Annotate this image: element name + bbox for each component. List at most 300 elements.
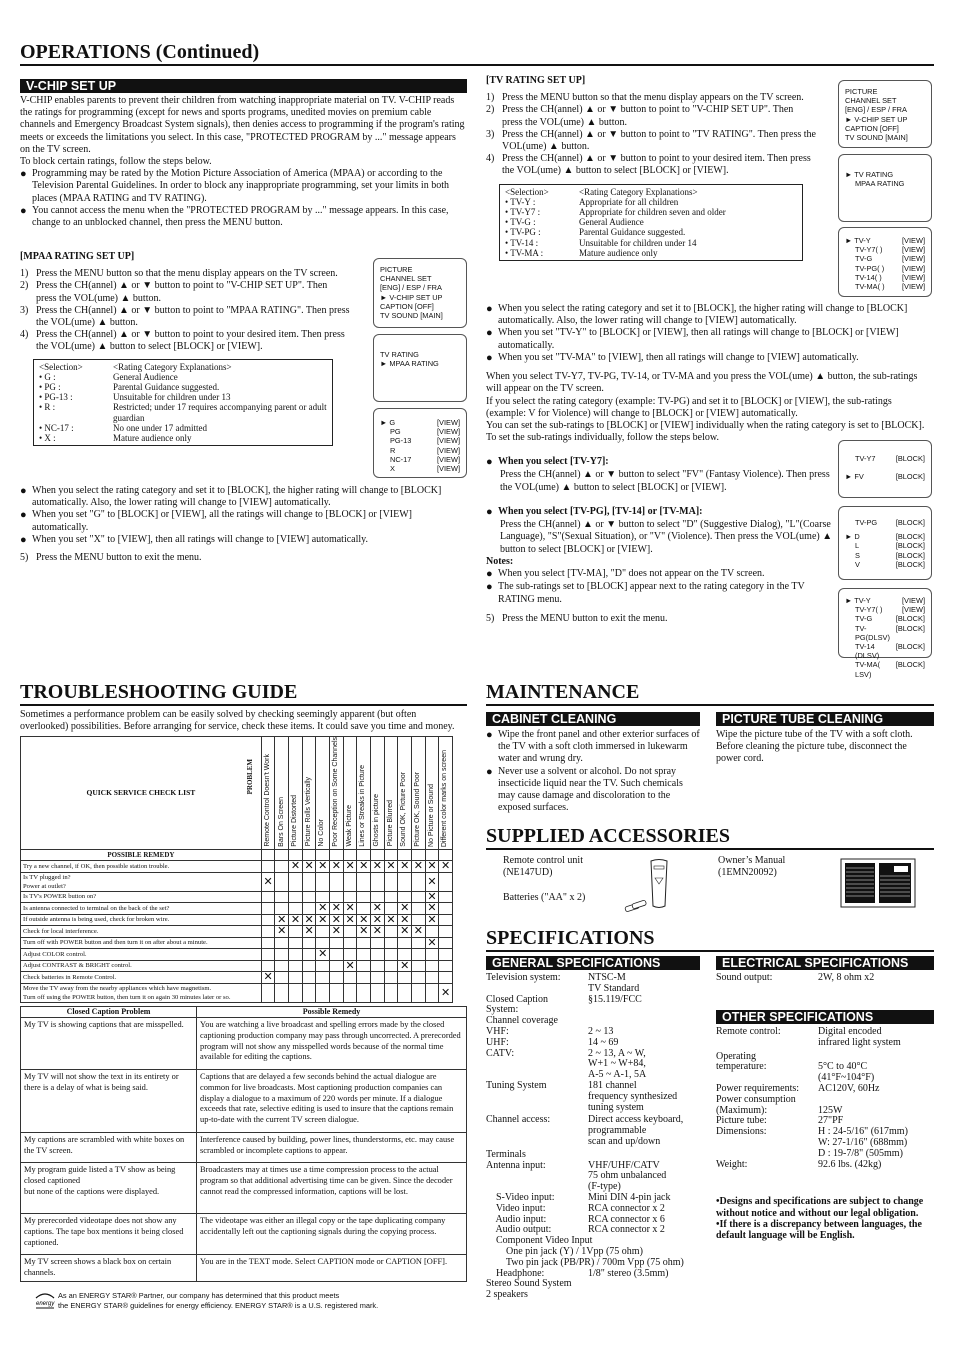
cc-row: My TV is showing captions that are misspelled. You are watching a live broadcast and spelling errors made by the closed captioning production company may pass through uncorrected. A prerecorded program will not show any misspelled words because of the normal time available for editing the captions. (21, 1017, 467, 1069)
vchip-section (20, 79, 467, 229)
mpaa-notes (20, 485, 467, 564)
problem-header: Picture Blurred (386, 800, 394, 847)
tv-para: If you select the rating category (example: TV-PG) and set it to [BLOCK] or [VIEW], the sub-ratings (example: V for Violence) will change to [BLOCK] or [VIEW] automatically. (486, 395, 892, 419)
cc-col-problem: Closed Caption Problem (21, 1007, 197, 1018)
tv-step: 3) Press the CH(annel) ▲ or ▼ button to point to "TV RATING". Then press the VOL(ume) ▲ button. (486, 128, 816, 152)
mpaa-bullet: ● When you set "X" to [VIEW], then all ratings will change to [VIEW] automatically. (20, 533, 369, 546)
check-mark: ✕ (302, 861, 316, 873)
remote-illustration (648, 858, 670, 914)
spec-row: Operating temperature: 5°C to 40°C (41°F~104°F) (716, 1050, 875, 1084)
tv-rating-notes (486, 303, 930, 444)
check-mark (357, 983, 371, 1002)
energy-star-logo (34, 1290, 56, 1310)
check-mark (289, 983, 303, 1002)
mpaa-step: 5) Press the MENU button to exit the menu. (20, 552, 202, 564)
check-mark (439, 891, 453, 903)
batteries-label: Batteries ("AA" x 2) (503, 892, 586, 903)
problem-header: Picture Rolls Vertically (304, 777, 312, 847)
check-mark (261, 983, 275, 1002)
check-mark: ✕ (316, 949, 330, 961)
problem-header: Picture OK, Sound Poor (414, 772, 422, 847)
title-rule (20, 704, 467, 706)
remedy-row (21, 960, 453, 972)
vchip-intro2: To block certain ratings, follow the steps below. (20, 155, 212, 167)
cc-row: My TV will not show the text in its entirety or there is a delay of what is being said. Captions that are delayed a few seconds behind the actual dialogue are common for live broadcasts. Most captioning production companies can display a dialogue to a maximum of 220 words per minute. If a dialogue exceeds that rate, selective editing is used to insure that the captions remain up-to-date with the current TV screen dialogue. (21, 1069, 467, 1132)
tv-step: 2) Press the CH(annel) ▲ or ▼ button to point to "V-CHIP SET UP". Then press the VOL(ume) ▲ button. (486, 104, 794, 128)
check-mark (316, 926, 330, 938)
check-mark (398, 937, 412, 949)
check-mark: ✕ (425, 891, 439, 903)
general-specs (486, 956, 700, 1301)
cc-row: My prerecorded videotape does not show any captions. The tape box mentions it being closed captioned. The videotape was either an illegal copy or the tape duplicating company accidentally left out the captioning signals during the copying process. (21, 1213, 467, 1254)
y7-heading: When you select [TV-Y7]: (498, 456, 609, 467)
check-mark (412, 949, 426, 961)
tv-rating-row: • TV-14 : Unsuitable for children under 14 (505, 237, 697, 248)
check-header-row (21, 737, 453, 850)
check-mark (289, 949, 303, 961)
check-mark (384, 937, 398, 949)
check-mark (425, 960, 439, 972)
remedy-row (21, 891, 453, 903)
problem-header: Sound OK, Picture Poor (400, 772, 408, 847)
check-mark (384, 926, 398, 938)
tv-rating-row: • TV-Y : Appropriate for all children (505, 196, 679, 207)
general-specs-header: GENERAL SPECIFICATIONS (486, 956, 700, 970)
check-mark (261, 960, 275, 972)
check-mark: ✕ (289, 861, 303, 873)
check-mark: ✕ (343, 861, 357, 873)
check-mark: ✕ (412, 861, 426, 873)
check-mark: ✕ (412, 926, 426, 938)
check-mark (412, 914, 426, 926)
tv-rating-table: <Selection> <Rating Category Explanations> • TV-Y : Appropriate for all children • TV-Y7 : Appropriate for children seven and older • TV-G : General Audience • TV-PG : Parental Guidance suggested. • TV-14 : Unsuitable for children under 14 • TV-MA : Mature audience only (499, 184, 803, 261)
check-mark (439, 914, 453, 926)
spec-notes: •Designs and specifications are subject to change without notice and without our legal obligation. •If there is a discrepancy between languages, the default language will be English. (716, 1196, 924, 1241)
osd-mpaa-menu: TV RATING ► MPAA RATING (373, 334, 467, 402)
check-mark (357, 972, 371, 984)
y7-text: Press the CH(annel) ▲ or ▼ button to select "FV" (Fantasy Violence). Then press the VOL(ume) ▲ button to select [BLOCK] or [VIEW]. (500, 469, 830, 493)
subrating-section: ● When you select [TV-Y7]: Press the CH(annel) ▲ or ▼ button to select "FV" (Fantasy Violence). Then press the VOL(ume) ▲ button to select [BLOCK] or [VIEW]. ● When you select [TV-PG], [TV-14] or [TV-MA]: Press the CH(annel) ▲ or ▼ button to select "D" (Suggestive Dialog), "L"(Coarse Language), "S"(Sexual Situation), or "V" (Violence). Then press the VOL(ume) ▲ button to select [BLOCK] or [VIEW]. Notes: ● When you select [TV-MA], "D" does not appear on the TV screen. ● The sub-ratings set to [BLOCK] appear next to the rating category in the TV RATING menu. 5) Press the MENU button to exit the menu. (486, 456, 836, 625)
vchip-header: V-CHIP SET UP (20, 79, 467, 93)
vchip-bullet: ● Programming may be rated by the Motion Picture Association of America (MPAA) or according to the Television Parental Guidelines. In order to block any inappropriate programming, set your limits in both places (MPAA RATING and TV RATING). (20, 168, 449, 204)
check-mark (384, 960, 398, 972)
remedy-text: Try a new channel, if OK, then possible station trouble. (21, 861, 262, 873)
check-mark: ✕ (302, 914, 316, 926)
check-mark (384, 903, 398, 915)
check-mark: ✕ (316, 914, 330, 926)
accessories-title: SUPPLIED ACCESSORIES (486, 825, 730, 847)
maintenance-title: MAINTENANCE (486, 681, 640, 703)
trouble-intro: Sometimes a performance problem can be easily solved by checking seemingly apparent (but often overlooked) possibilities. Before arranging for service, check these items. It could save you time and money. (20, 709, 455, 733)
check-mark (439, 960, 453, 972)
check-mark: ✕ (261, 872, 275, 891)
spec-row: Dimensions: H : 24-5/16" (617mm) W: 27-1/16" (688mm) D : 19-7/8" (505mm) (716, 1126, 908, 1159)
remedy-text: If outside antenna is being used, check for broken wire. (21, 914, 262, 926)
check-mark (412, 983, 426, 1002)
check-mark (289, 872, 303, 891)
remedy-text: Is antenna connected to terminal on the back of the set? (21, 903, 262, 915)
osd-mpaa-list: ► G [VIEW] PG [VIEW] PG-13 [VIEW] R [VIEW] NC-17 [VIEW] X [VIEW] (373, 408, 467, 478)
check-mark (384, 983, 398, 1002)
speakers-line: 2 speakers (486, 1289, 528, 1301)
title-rule (486, 704, 934, 706)
vchip-bullet: ● You cannot access the menu when the "PROTECTED PROGRAM by ..." message appears. In this case, change to an unblocked channel, then press the MENU button. (20, 204, 449, 228)
remedy-row (21, 914, 453, 926)
spec-row: Tuning System 181 channel frequency synthesized tuning system (486, 1079, 678, 1113)
check-mark (261, 903, 275, 915)
mpaa-step: 4) Press the CH(annel) ▲ or ▼ button to point to your desired item. Then press the VOL(ume) ▲ button to select [BLOCK] or [VIEW]. (20, 329, 345, 353)
check-mark (343, 891, 357, 903)
check-mark: ✕ (371, 926, 385, 938)
pg-heading: When you select [TV-PG], [TV-14] or [TV-MA]: (498, 505, 703, 517)
remedy-row (21, 983, 453, 1002)
check-mark: ✕ (425, 937, 439, 949)
mpaa-rating-row: • R : Restricted; under 17 requires accompanying parent or adult guardian (39, 402, 327, 423)
other-specs-header: OTHER SPECIFICATIONS (716, 1010, 934, 1024)
check-mark (289, 903, 303, 915)
check-mark (289, 937, 303, 949)
check-mark: ✕ (398, 960, 412, 972)
check-mark (316, 983, 330, 1002)
remedy-text: Check batteries in Remote Control. (21, 972, 262, 984)
problem-header: Lines or Streaks in Picture (359, 765, 367, 847)
check-mark: ✕ (302, 926, 316, 938)
remedy-row (21, 926, 453, 938)
check-mark (384, 891, 398, 903)
tv-bullet: ● When you select the rating category and set it to [BLOCK], the higher rating will change to [BLOCK] automatically. Also, the lower rating will change to [VIEW] automatically. (486, 303, 908, 327)
osd-main-menu: PICTURE CHANNEL SET [ENG] / ESP / FRA ► V-CHIP SET UP CAPTION [OFF] TV SOUND [MAIN] (373, 258, 467, 328)
check-mark (343, 937, 357, 949)
check-mark (357, 960, 371, 972)
check-mark (412, 903, 426, 915)
title-rule (486, 950, 934, 952)
electrical-specs-header: ELECTRICAL SPECIFICATIONS (716, 956, 934, 970)
check-mark (275, 872, 289, 891)
check-mark (275, 903, 289, 915)
spec-row: Power requirements: AC120V, 60Hz (716, 1082, 880, 1094)
spec-row: S-Video input: Video input: Audio input: Audio output: Mini DIN 4-pin jack RCA connector x 2 RCA connector x 6 RCA connector x 2 (495, 1191, 671, 1236)
check-mark: ✕ (343, 914, 357, 926)
energy-star-text: As an ENERGY STAR® Partner, our company has determined that this product meets the ENERGY STAR® guidelines for energy efficiency. ENERGY STAR® is a U.S. registered mark. (58, 1291, 379, 1310)
check-mark (439, 937, 453, 949)
remedy-label: POSSIBLE REMEDY (21, 849, 262, 861)
mpaa-rating-row: • PG-13 : Unsuitable for children under 13 (39, 392, 231, 403)
stereo-line: Stereo Sound System (486, 1278, 572, 1290)
check-mark: ✕ (343, 903, 357, 915)
note-bullet: ● The sub-ratings set to [BLOCK] appear next to the rating category in the TV RATING menu. (486, 581, 805, 605)
spec-row: Sound output: 2W, 8 ohm x2 (716, 972, 875, 983)
problem-header: Picture Distorted (291, 794, 299, 847)
tv-bullet: ● When you set "TV-Y" to [BLOCK] or [VIEW], then all ratings will change to [BLOCK] or [VIEW] automatically. (486, 327, 899, 351)
check-mark (357, 937, 371, 949)
check-mark (275, 960, 289, 972)
tv-rating-row: • TV-G : General Audience (505, 217, 644, 228)
check-mark (261, 914, 275, 926)
check-mark (289, 960, 303, 972)
cabinet-bullet: ● Never use a solvent or alcohol. Do not spray insecticide liquid near the TV. Such chemicals may cause damage and discoloration to the exposed surfaces. (486, 765, 683, 814)
check-mark: ✕ (289, 914, 303, 926)
check-mark (316, 891, 330, 903)
title-rule (486, 848, 934, 850)
check-mark: ✕ (398, 926, 412, 938)
osd-pg: TV-PG [BLOCK] ► D [BLOCK] L [BLOCK] S [BLOCK] V [BLOCK] (838, 506, 932, 580)
spec-row: Power consumption (Maximum): 125W (716, 1093, 843, 1116)
vchip-intro: V-CHIP enables parents to prevent their children from watching inappropriate material on TV. V-CHIP reads the ratings for programming (except for news and sports programs, unedited movies on premium cable channels and Emergency Broadcast System signals), then denies access to programming if the program's rating meets or exceeds the limitations you select. In this case, "PROTECTED PROGRAM by ..." message appears on the TV screen. (20, 95, 465, 155)
spec-row: Remote control: Digital encoded infrared light system (716, 1026, 901, 1048)
tv-rating-row: • TV-PG : Parental Guidance suggested. (505, 227, 686, 238)
check-mark (330, 891, 344, 903)
check-mark (316, 872, 330, 891)
check-mark (384, 972, 398, 984)
check-mark: ✕ (425, 861, 439, 873)
check-title-cell (21, 737, 262, 850)
cc-row: My program guide listed a TV show as being closed captioned but none of the captions were displayed. Broadcasters may at times use a time compression process to the actual program so that additional advertising time can be given. Since the decoder cannot read the compressed information, captions will be lost. (21, 1162, 467, 1213)
check-mark (439, 903, 453, 915)
problem-header: Different color marks on screen (441, 749, 449, 847)
check-mark (343, 972, 357, 984)
cabinet-bullet: ● Wipe the front panel and other exterior surfaces of the TV with a soft cloth immersed in lukewarm water and wrung dry. (486, 729, 700, 765)
spec-row: Weight: 92.6 lbs. (42kg) (716, 1158, 882, 1170)
check-mark (302, 949, 316, 961)
check-mark (371, 983, 385, 1002)
check-mark (398, 872, 412, 891)
other-specs (716, 1010, 934, 1241)
check-mark: ✕ (330, 914, 344, 926)
mpaa-rating-row: • NC-17 : No one under 17 admitted (39, 422, 207, 433)
mpaa-rating-row: • PG : Parental Guidance suggested. (39, 381, 220, 392)
check-mark (398, 949, 412, 961)
check-mark (330, 983, 344, 1002)
check-mark (412, 937, 426, 949)
mpaa-rating-row: • G : General Audience (39, 371, 178, 382)
problem-label: PROBLEM (246, 759, 255, 795)
check-mark (302, 983, 316, 1002)
check-mark: ✕ (439, 861, 453, 873)
check-mark (275, 972, 289, 984)
tube-cleaning (716, 712, 934, 766)
mpaa-step: 3) Press the CH(annel) ▲ or ▼ button to point to "MPAA RATING". Then press the VOL(ume) ▲ button. (20, 304, 350, 328)
check-mark (343, 949, 357, 961)
check-mark (261, 891, 275, 903)
osd-y7: TV-Y7 [BLOCK] ► FV [BLOCK] (838, 440, 932, 498)
specifications-title: SPECIFICATIONS (486, 927, 655, 949)
check-mark (330, 937, 344, 949)
troubleshooting-title: TROUBLESHOOTING GUIDE (20, 681, 298, 703)
check-mark (412, 891, 426, 903)
closed-caption-table (20, 1006, 467, 1282)
check-mark (439, 872, 453, 891)
check-mark: ✕ (425, 872, 439, 891)
remedy-text: Adjust COLOR control. (21, 949, 262, 961)
osd-main-menu-2: PICTURE CHANNEL SET [ENG] / ESP / FRA ► V-CHIP SET UP CAPTION [OFF] TV SOUND [MAIN] (838, 80, 932, 148)
check-mark: ✕ (343, 960, 357, 972)
check-mark (398, 983, 412, 1002)
check-mark: ✕ (330, 903, 344, 915)
note-bullet: ● When you select [TV-MA], "D" does not appear on the TV screen. (486, 567, 765, 580)
check-mark (343, 983, 357, 1002)
check-mark (371, 891, 385, 903)
manual-illustration (840, 858, 916, 912)
check-mark: ✕ (261, 972, 275, 984)
check-mark (371, 972, 385, 984)
check-mark: ✕ (371, 861, 385, 873)
check-mark: ✕ (425, 914, 439, 926)
check-mark: ✕ (357, 926, 371, 938)
check-mark (302, 891, 316, 903)
cc-row: My TV screen shows a black box on certain channels. You are in the TEXT mode. Select CAPTION mode or CAPTION [OFF]. (21, 1254, 467, 1281)
tv-step: 1) Press the MENU button so that the menu display appears on the TV screen. (486, 92, 804, 104)
check-mark (425, 926, 439, 938)
remedy-row (21, 872, 453, 891)
check-mark (275, 861, 289, 873)
tube-text: Wipe the picture tube of the TV with a soft cloth. Before cleaning the picture tube, disconnect the power cord. (716, 729, 913, 765)
spec-row: Channel access: Direct access keyboard, programmable scan and up/down (486, 1114, 684, 1147)
remedy-row (21, 903, 453, 915)
check-mark (316, 937, 330, 949)
mpaa-bullet: ● When you select the rating category and set it to [BLOCK], the higher rating will change to [BLOCK] automatically. Also, the lower rating will change to [VIEW] automatically. (20, 485, 442, 509)
check-mark (371, 960, 385, 972)
check-mark: ✕ (275, 914, 289, 926)
cc-col-remedy: Possible Remedy (197, 1007, 467, 1018)
check-mark: ✕ (398, 903, 412, 915)
check-mark (371, 937, 385, 949)
check-mark (289, 926, 303, 938)
check-mark (343, 926, 357, 938)
check-mark: ✕ (439, 983, 453, 1002)
tv-step: 5) Press the MENU button to exit the menu. (486, 612, 668, 624)
check-mark (412, 960, 426, 972)
check-mark (316, 960, 330, 972)
manual-label: Owner’s Manual (1EMN20092) (718, 855, 786, 879)
check-mark: ✕ (330, 861, 344, 873)
check-mark (371, 949, 385, 961)
osd-tv-menu: ► TV RATING MPAA RATING (838, 154, 932, 222)
check-mark: ✕ (275, 926, 289, 938)
check-mark (275, 983, 289, 1002)
check-mark (275, 891, 289, 903)
notes-heading: Notes: (486, 555, 514, 567)
operations-title: OPERATIONS (Continued) (20, 41, 260, 63)
remedy-text: Move the TV away from the nearby appliances which have magnetism. Turn off using the POWER button, then turn it on again 30 minutes later or so. (21, 983, 262, 1002)
mpaa-rating-row: • X : Mature audience only (39, 432, 192, 443)
check-mark (371, 872, 385, 891)
check-mark (398, 891, 412, 903)
tube-header: PICTURE TUBE CLEANING (716, 712, 934, 726)
mpaa-rating-table: <Selection> <Rating Category Explanations> • G : General Audience • PG : Parental Guidance suggested. • PG-13 : Unsuitable for children under 13 • R : Restricted; under 17 requires accompanying parent or adult guardian • NC-17 : No one under 17 admitted • X : Mature audience only (33, 359, 333, 447)
remote-label: Remote control unit (NE147UD) (503, 855, 583, 879)
check-mark (412, 872, 426, 891)
spec-row: Closed Caption System: §15.119/FCC (486, 993, 642, 1016)
check-mark (384, 872, 398, 891)
check-mark (330, 960, 344, 972)
mpaa-step: 1) Press the MENU button so that the menu display appears on the TV screen. (20, 268, 338, 280)
check-mark (289, 891, 303, 903)
check-mark (302, 872, 316, 891)
remedy-row (21, 972, 453, 984)
tv-rating-row: • TV-MA : Mature audience only (505, 247, 658, 258)
problem-header: Bars On Screen (277, 796, 285, 847)
mpaa-bullet: ● When you set "G" to [BLOCK] or [VIEW], all the ratings will change to [BLOCK] or [VIEW] automatically. (20, 509, 413, 533)
tv-bullet: ● When you set "TV-MA" to [VIEW], then all ratings will change to [VIEW] automatically. (486, 351, 859, 364)
problem-header: Weak Picture (345, 805, 353, 847)
remedy-text: Is TV plugged in? Power at outlet? (21, 872, 262, 891)
check-mark (357, 949, 371, 961)
remedy-row (21, 949, 453, 961)
title-rule (20, 64, 934, 66)
electrical-specs (716, 956, 934, 984)
remedy-text: Turn off with POWER button and then turn it on after about a minute. (21, 937, 262, 949)
check-mark (261, 861, 275, 873)
tv-para: When you select TV-Y7, TV-PG, TV-14, or TV-MA and you press the VOL(ume) ▲ button, the sub-ratings will appear on the TV screen. (486, 371, 918, 395)
check-mark: ✕ (357, 861, 371, 873)
check-mark (439, 949, 453, 961)
remedy-row (21, 937, 453, 949)
check-mark: ✕ (357, 914, 371, 926)
check-mark (275, 937, 289, 949)
check-mark (316, 972, 330, 984)
svg-text:energy: energy (36, 1301, 55, 1307)
remedy-row (21, 861, 453, 873)
check-mark (261, 937, 275, 949)
tv-para: You can set the sub-ratings to [BLOCK] or [VIEW] individually when the rating category is set to [BLOCK]. To set the sub-ratings individually, follow the steps below. (486, 419, 925, 444)
check-mark (425, 949, 439, 961)
check-mark (412, 972, 426, 984)
cc-row: My captions are scrambled with white boxes on the TV screen. Interference caused by building, power lines, thunderstorms, etc. may cause scrambled or incomplete captions to appear. (21, 1132, 467, 1162)
check-mark: ✕ (398, 861, 412, 873)
check-mark (357, 903, 371, 915)
spec-row: Television system: NTSC-M TV Standard (486, 972, 640, 994)
remedy-text: Is TV's POWER button on? (21, 891, 262, 903)
spec-row: Terminals Antenna input: VHF/UHF/CATV 75 ohm unbalanced (F-type) (486, 1148, 667, 1193)
check-mark (275, 949, 289, 961)
mpaa-title: [MPAA RATING SET UP] (20, 251, 135, 262)
check-mark (357, 872, 371, 891)
check-mark (289, 972, 303, 984)
component-video: Component Video Input One pin jack (Y) / 1Vpp (75 ohm) Two pin jack (PB/PR) / 700m Vpp (75 ohm) (486, 1235, 684, 1268)
check-mark: ✕ (371, 914, 385, 926)
problem-header: Remote Control Doesn't Work (263, 754, 271, 847)
tv-step: 4) Press the CH(annel) ▲ or ▼ button to point to your desired item. Then press the VOL(ume) ▲ button to select [BLOCK] or [VIEW]. (486, 153, 811, 177)
check-mark (261, 949, 275, 961)
problem-header: Poor Reception on Some Channels (332, 737, 340, 847)
check-mark (357, 891, 371, 903)
check-mark (302, 903, 316, 915)
check-mark (302, 937, 316, 949)
spec-row: Picture tube: 27"PF (716, 1115, 844, 1127)
check-mark (398, 972, 412, 984)
check-mark: ✕ (425, 903, 439, 915)
problem-header: No Picture or Sound (427, 783, 435, 847)
check-mark: ✕ (371, 903, 385, 915)
spec-row: Channel coverage VHF: UHF: CATV: 2 ~ 13 14 ~ 69 2 ~ 13, A ~ W, W+1 ~ W+84, A-5 ~ A-1, 5A (486, 1015, 647, 1081)
remedy-text: Check for local interference. (21, 926, 262, 938)
check-mark: ✕ (384, 861, 398, 873)
tv-rating-title: [TV RATING SET UP] (486, 75, 586, 86)
check-mark (330, 972, 344, 984)
check-mark (302, 960, 316, 972)
tv-rating-section (486, 75, 816, 261)
check-mark (330, 949, 344, 961)
mpaa-step: 2) Press the CH(annel) ▲ or ▼ button to point to "V-CHIP SET UP". Then press the VOL(ume) ▲ button. (20, 280, 328, 304)
check-mark (384, 949, 398, 961)
check-mark: ✕ (398, 914, 412, 926)
cabinet-header: CABINET CLEANING (486, 712, 700, 726)
problem-header: Ghosts in picture (373, 794, 381, 847)
tv-rating-row: • TV-Y7 : Appropriate for children seven and older (505, 206, 726, 217)
check-mark (343, 872, 357, 891)
check-mark (439, 972, 453, 984)
batteries-illustration (624, 898, 648, 916)
